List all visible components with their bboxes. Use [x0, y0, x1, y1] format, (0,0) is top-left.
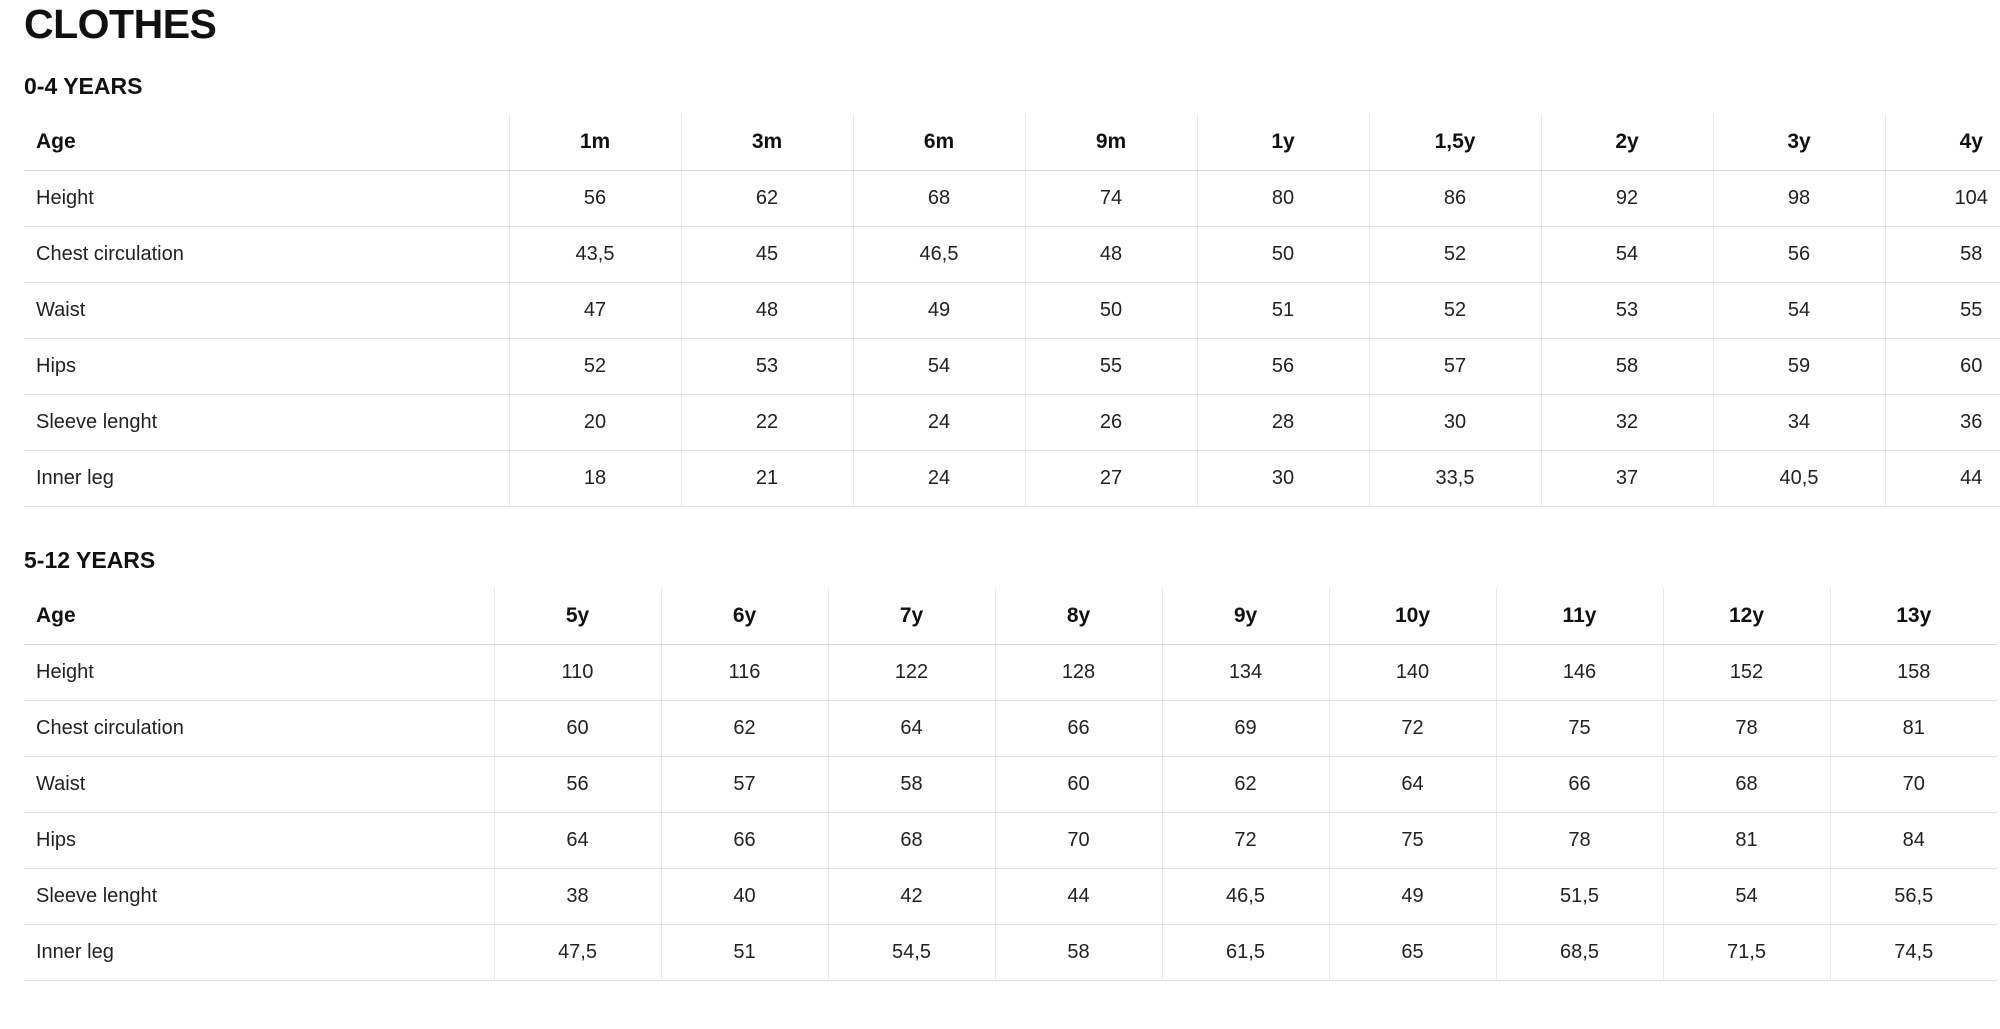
table-cell: 50: [1025, 283, 1197, 339]
table-header-row: [24, 114, 2000, 171]
section-title-5-12-years: 5-12 YEARS: [24, 547, 156, 574]
page-title: CLOTHES: [24, 1, 217, 47]
table-cell: 72: [1329, 701, 1496, 757]
table-row: [24, 395, 2000, 451]
table-cell: 65: [1329, 925, 1496, 981]
table-cell: 98: [1713, 171, 1885, 227]
table-cell: 24: [853, 395, 1025, 451]
table-cell: 28: [1197, 395, 1369, 451]
table-cell: 84: [1830, 813, 1997, 869]
table-cell: 24: [853, 451, 1025, 507]
table-cell: 21: [681, 451, 853, 507]
table-cell: 49: [1329, 869, 1496, 925]
table-cell: 75: [1329, 813, 1496, 869]
table-cell: 69: [1162, 701, 1329, 757]
table-cell: 57: [1369, 339, 1541, 395]
row-label: Inner leg: [24, 451, 509, 507]
column-header-size: 9m: [1025, 114, 1197, 171]
table-cell: 54: [1713, 283, 1885, 339]
table-cell: 70: [1830, 757, 1997, 813]
table-cell: 54: [1541, 227, 1713, 283]
column-header-size: 6m: [853, 114, 1025, 171]
table-cell: 146: [1496, 645, 1663, 701]
table-cell: 54,5: [828, 925, 995, 981]
table-cell: 20: [509, 395, 681, 451]
table-cell: 60: [494, 701, 661, 757]
table-row: [24, 701, 1997, 757]
table-cell: 66: [661, 813, 828, 869]
table-cell: 86: [1369, 171, 1541, 227]
table-cell: 27: [1025, 451, 1197, 507]
table-row: [24, 757, 1997, 813]
table-cell: 80: [1197, 171, 1369, 227]
table-cell: 51,5: [1496, 869, 1663, 925]
table-cell: 60: [995, 757, 1162, 813]
table-cell: 34: [1713, 395, 1885, 451]
table-cell: 53: [681, 339, 853, 395]
section-title-0-4-years: 0-4 YEARS: [24, 73, 143, 100]
table-cell: 62: [661, 701, 828, 757]
table-cell: 47,5: [494, 925, 661, 981]
table-cell: 68: [1663, 757, 1830, 813]
row-label: Chest circulation: [24, 227, 509, 283]
column-header-size: 5y: [494, 588, 661, 645]
table-cell: 55: [1025, 339, 1197, 395]
table-cell: 74: [1025, 171, 1197, 227]
table-cell: 152: [1663, 645, 1830, 701]
row-label: Inner leg: [24, 925, 494, 981]
size-table-5-12-years: [24, 588, 1997, 981]
table-cell: 128: [995, 645, 1162, 701]
column-header-age: Age: [24, 114, 509, 171]
table-cell: 58: [1541, 339, 1713, 395]
table-cell: 54: [1663, 869, 1830, 925]
table-cell: 18: [509, 451, 681, 507]
table-cell: 116: [661, 645, 828, 701]
table-cell: 78: [1663, 701, 1830, 757]
table-row: [24, 227, 2000, 283]
table-cell: 58: [995, 925, 1162, 981]
row-label: Hips: [24, 813, 494, 869]
table-cell: 158: [1830, 645, 1997, 701]
table-cell: 58: [1885, 227, 2000, 283]
table-cell: 51: [661, 925, 828, 981]
table-cell: 50: [1197, 227, 1369, 283]
row-label: Hips: [24, 339, 509, 395]
table-cell: 68,5: [1496, 925, 1663, 981]
table-cell: 53: [1541, 283, 1713, 339]
table-cell: 104: [1885, 171, 2000, 227]
table-cell: 60: [1885, 339, 2000, 395]
table-cell: 75: [1496, 701, 1663, 757]
table-cell: 52: [509, 339, 681, 395]
table-cell: 92: [1541, 171, 1713, 227]
column-header-size: 12y: [1663, 588, 1830, 645]
table-cell: 44: [1885, 451, 2000, 507]
table-cell: 26: [1025, 395, 1197, 451]
column-header-size: 9y: [1162, 588, 1329, 645]
table-cell: 54: [853, 339, 1025, 395]
table-cell: 62: [681, 171, 853, 227]
table-cell: 56: [509, 171, 681, 227]
column-header-size: 3m: [681, 114, 853, 171]
row-label: Sleeve lenght: [24, 395, 509, 451]
row-label: Height: [24, 171, 509, 227]
table-cell: 70: [995, 813, 1162, 869]
table-cell: 74,5: [1830, 925, 1997, 981]
table-cell: 64: [1329, 757, 1496, 813]
table-cell: 81: [1663, 813, 1830, 869]
table-cell: 56: [1713, 227, 1885, 283]
table-cell: 66: [995, 701, 1162, 757]
table-cell: 66: [1496, 757, 1663, 813]
column-header-size: 7y: [828, 588, 995, 645]
table-cell: 33,5: [1369, 451, 1541, 507]
table-row: [24, 645, 1997, 701]
table-cell: 68: [828, 813, 995, 869]
table-cell: 134: [1162, 645, 1329, 701]
table-cell: 64: [494, 813, 661, 869]
column-header-size: 2y: [1541, 114, 1713, 171]
table-cell: 64: [828, 701, 995, 757]
table-cell: 49: [853, 283, 1025, 339]
column-header-size: 4y: [1885, 114, 2000, 171]
table-cell: 52: [1369, 227, 1541, 283]
table-row: [24, 339, 2000, 395]
table-cell: 36: [1885, 395, 2000, 451]
column-header-size: 6y: [661, 588, 828, 645]
row-label: Height: [24, 645, 494, 701]
table-cell: 40,5: [1713, 451, 1885, 507]
table-cell: 62: [1162, 757, 1329, 813]
table-cell: 72: [1162, 813, 1329, 869]
table-cell: 51: [1197, 283, 1369, 339]
table-cell: 78: [1496, 813, 1663, 869]
column-header-size: 13y: [1830, 588, 1997, 645]
table-cell: 140: [1329, 645, 1496, 701]
table-row: [24, 869, 1997, 925]
column-header-size: 3y: [1713, 114, 1885, 171]
table-cell: 57: [661, 757, 828, 813]
table-cell: 55: [1885, 283, 2000, 339]
table-cell: 37: [1541, 451, 1713, 507]
table-cell: 44: [995, 869, 1162, 925]
table-cell: 47: [509, 283, 681, 339]
table-cell: 56: [1197, 339, 1369, 395]
table-cell: 58: [828, 757, 995, 813]
table-row: [24, 813, 1997, 869]
column-header-size: 11y: [1496, 588, 1663, 645]
row-label: Sleeve lenght: [24, 869, 494, 925]
table-row: [24, 925, 1997, 981]
table-cell: 22: [681, 395, 853, 451]
column-header-size: 1m: [509, 114, 681, 171]
table-cell: 30: [1197, 451, 1369, 507]
table-row: [24, 171, 2000, 227]
column-header-size: 10y: [1329, 588, 1496, 645]
row-label: Waist: [24, 757, 494, 813]
table-cell: 42: [828, 869, 995, 925]
table-cell: 40: [661, 869, 828, 925]
table-cell: 46,5: [853, 227, 1025, 283]
size-table-0-4-years: [24, 114, 2000, 507]
table-row: [24, 451, 2000, 507]
table-row: [24, 283, 2000, 339]
table-cell: 68: [853, 171, 1025, 227]
row-label: Chest circulation: [24, 701, 494, 757]
table-cell: 30: [1369, 395, 1541, 451]
table-cell: 32: [1541, 395, 1713, 451]
column-header-size: 1,5y: [1369, 114, 1541, 171]
table-cell: 61,5: [1162, 925, 1329, 981]
table-cell: 56,5: [1830, 869, 1997, 925]
table-header-row: [24, 588, 1997, 645]
table-cell: 43,5: [509, 227, 681, 283]
table-cell: 52: [1369, 283, 1541, 339]
row-label: Waist: [24, 283, 509, 339]
table-cell: 81: [1830, 701, 1997, 757]
table-cell: 56: [494, 757, 661, 813]
table-cell: 59: [1713, 339, 1885, 395]
table-cell: 46,5: [1162, 869, 1329, 925]
table-cell: 48: [1025, 227, 1197, 283]
table-cell: 48: [681, 283, 853, 339]
column-header-size: 1y: [1197, 114, 1369, 171]
table-cell: 110: [494, 645, 661, 701]
table-cell: 38: [494, 869, 661, 925]
table-cell: 45: [681, 227, 853, 283]
column-header-size: 8y: [995, 588, 1162, 645]
table-cell: 122: [828, 645, 995, 701]
table-cell: 71,5: [1663, 925, 1830, 981]
column-header-age: Age: [24, 588, 494, 645]
